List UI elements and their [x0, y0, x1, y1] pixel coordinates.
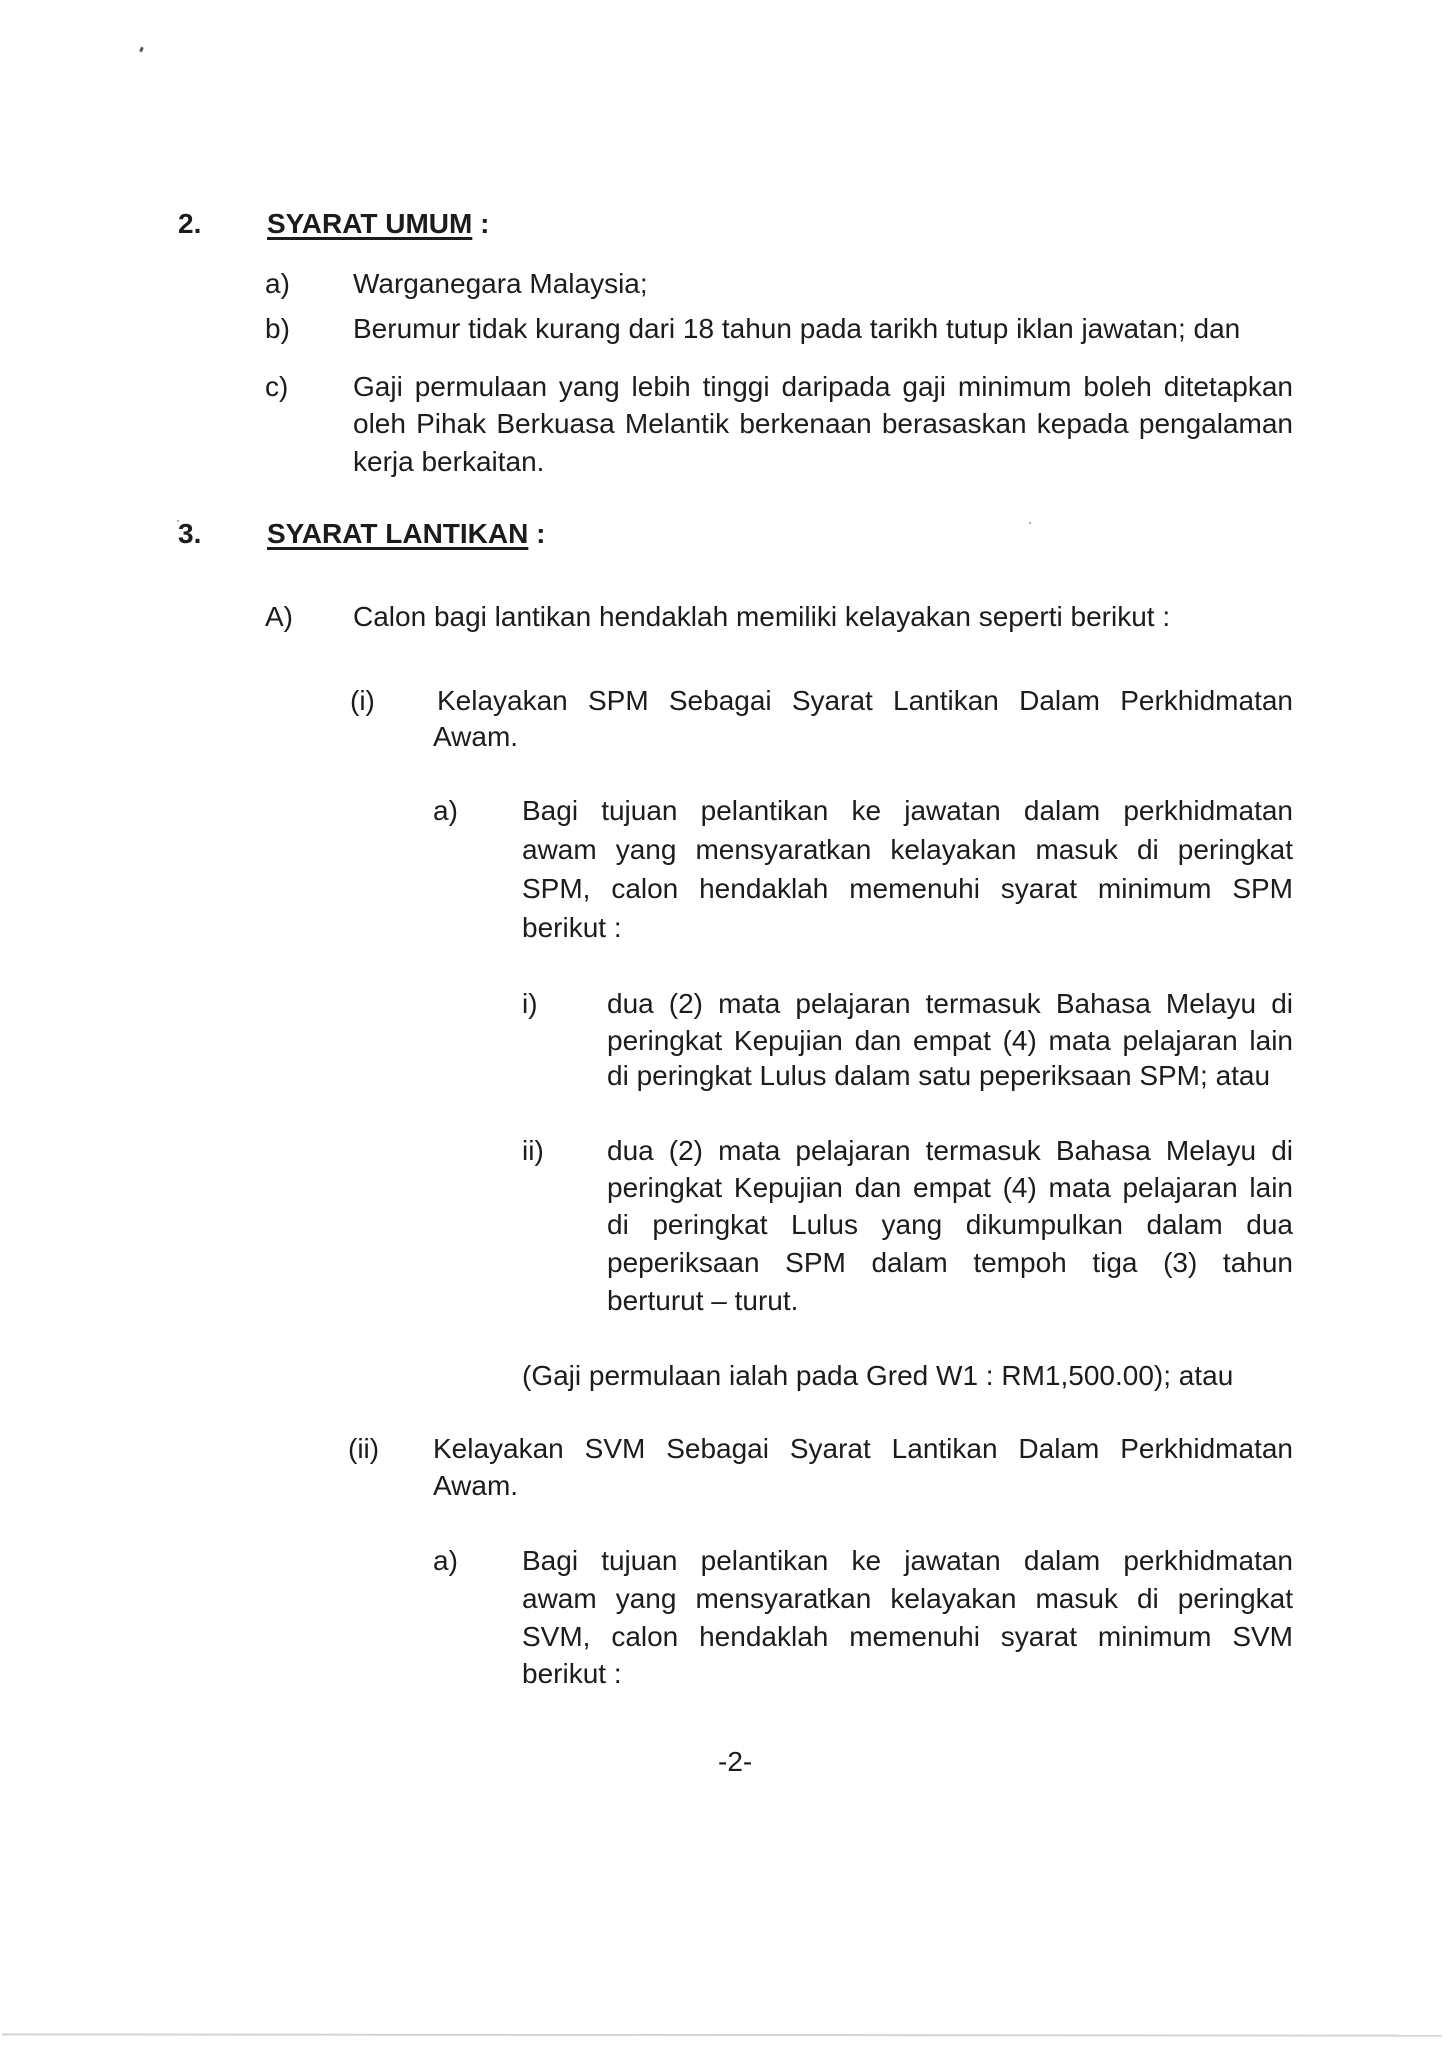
item-text-line: dua (2) mata pelajaran termasuk Bahasa Melayu di [607, 1135, 1293, 1166]
item-text-line: Bagi tujuan pelantikan ke jawatan dalam perkhidmatan [522, 795, 1293, 826]
item-text-line: Gaji permulaan yang lebih tinggi daripada gaji minimum boleh ditetapkan [353, 371, 1293, 402]
heading-colon: : [480, 208, 490, 239]
item-text-line: peringkat Kepujian dan empat (4) mata pelajaran lain [607, 1025, 1293, 1056]
section-number: 3. [178, 518, 202, 549]
item-text-line: SVM, calon hendaklah memenuhi syarat minimum SVM [522, 1621, 1293, 1652]
item-text-line: peringkat Kepujian dan empat (4) mata pelajaran lain [607, 1172, 1293, 1203]
item-label: b) [265, 313, 290, 344]
item-label: (ii) [348, 1433, 380, 1464]
item-label: c) [265, 371, 289, 402]
item-text-line: Bagi tujuan pelantikan ke jawatan dalam perkhidmatan [522, 1545, 1293, 1576]
section-heading [267, 210, 489, 238]
item-text: Berumur tidak kurang dari 18 tahun pada tarikh tutup iklan jawatan; dan [353, 313, 1241, 344]
item-text-line: di peringkat Lulus dalam satu peperiksaan SPM; atau [607, 1060, 1271, 1091]
section-title: SYARAT UMUM [267, 208, 473, 239]
item-label: a) [433, 1545, 458, 1576]
item-text-line: Kelayakan SVM Sebagai Syarat Lantikan Dalam Perkhidmatan [433, 1433, 1293, 1464]
section-title: SYARAT LANTIKAN [267, 518, 529, 549]
page-number: -2- [718, 1746, 753, 1777]
item-text: Warganegara Malaysia; [353, 268, 648, 299]
item-text-line: peperiksaan SPM dalam tempoh tiga (3) tahun [607, 1247, 1293, 1278]
item-text-line: Awam. [433, 1470, 519, 1501]
scan-edge-line [2, 2033, 1442, 2036]
heading-colon: : [536, 518, 546, 549]
salary-note: (Gaji permulaan ialah pada Gred W1 : RM1,500.00); atau [522, 1360, 1234, 1391]
item-label: (i) [350, 685, 375, 716]
item-label: a) [433, 795, 458, 826]
section-heading [267, 520, 545, 548]
item-text-line: berturut – turut. [607, 1285, 799, 1316]
item-text-line: awam yang mensyaratkan kelayakan masuk di peringkat [522, 1583, 1293, 1614]
item-text-line: SPM, calon hendaklah memenuhi syarat minimum SPM [522, 873, 1293, 904]
scan-dot [1029, 522, 1031, 524]
item-text-line: di peringkat Lulus yang dikumpulkan dalam dua [607, 1209, 1293, 1240]
item-text-line: oleh Pihak Berkuasa Melantik berkenaan berasaskan kepada pengalaman [353, 408, 1293, 439]
item-label: A) [265, 601, 293, 632]
item-text-line: kerja berkaitan. [353, 446, 545, 477]
item-label: a) [265, 268, 290, 299]
item-text: Calon bagi lantikan hendaklah memiliki kelayakan seperti berikut : [353, 601, 1171, 632]
section-number: 2. [178, 208, 202, 239]
item-label: ii) [522, 1135, 544, 1166]
item-text-line: awam yang mensyaratkan kelayakan masuk di peringkat [522, 834, 1293, 865]
item-text-line: berikut : [522, 1658, 622, 1689]
item-label: i) [522, 988, 538, 1019]
scan-speck [139, 47, 144, 53]
item-text-line: Awam. [433, 721, 519, 752]
item-text-line: Kelayakan SPM Sebagai Syarat Lantikan Dalam Perkhidmatan [437, 685, 1293, 716]
item-text-line: berikut : [522, 912, 622, 943]
item-text-line: dua (2) mata pelajaran termasuk Bahasa Melayu di [607, 988, 1293, 1019]
